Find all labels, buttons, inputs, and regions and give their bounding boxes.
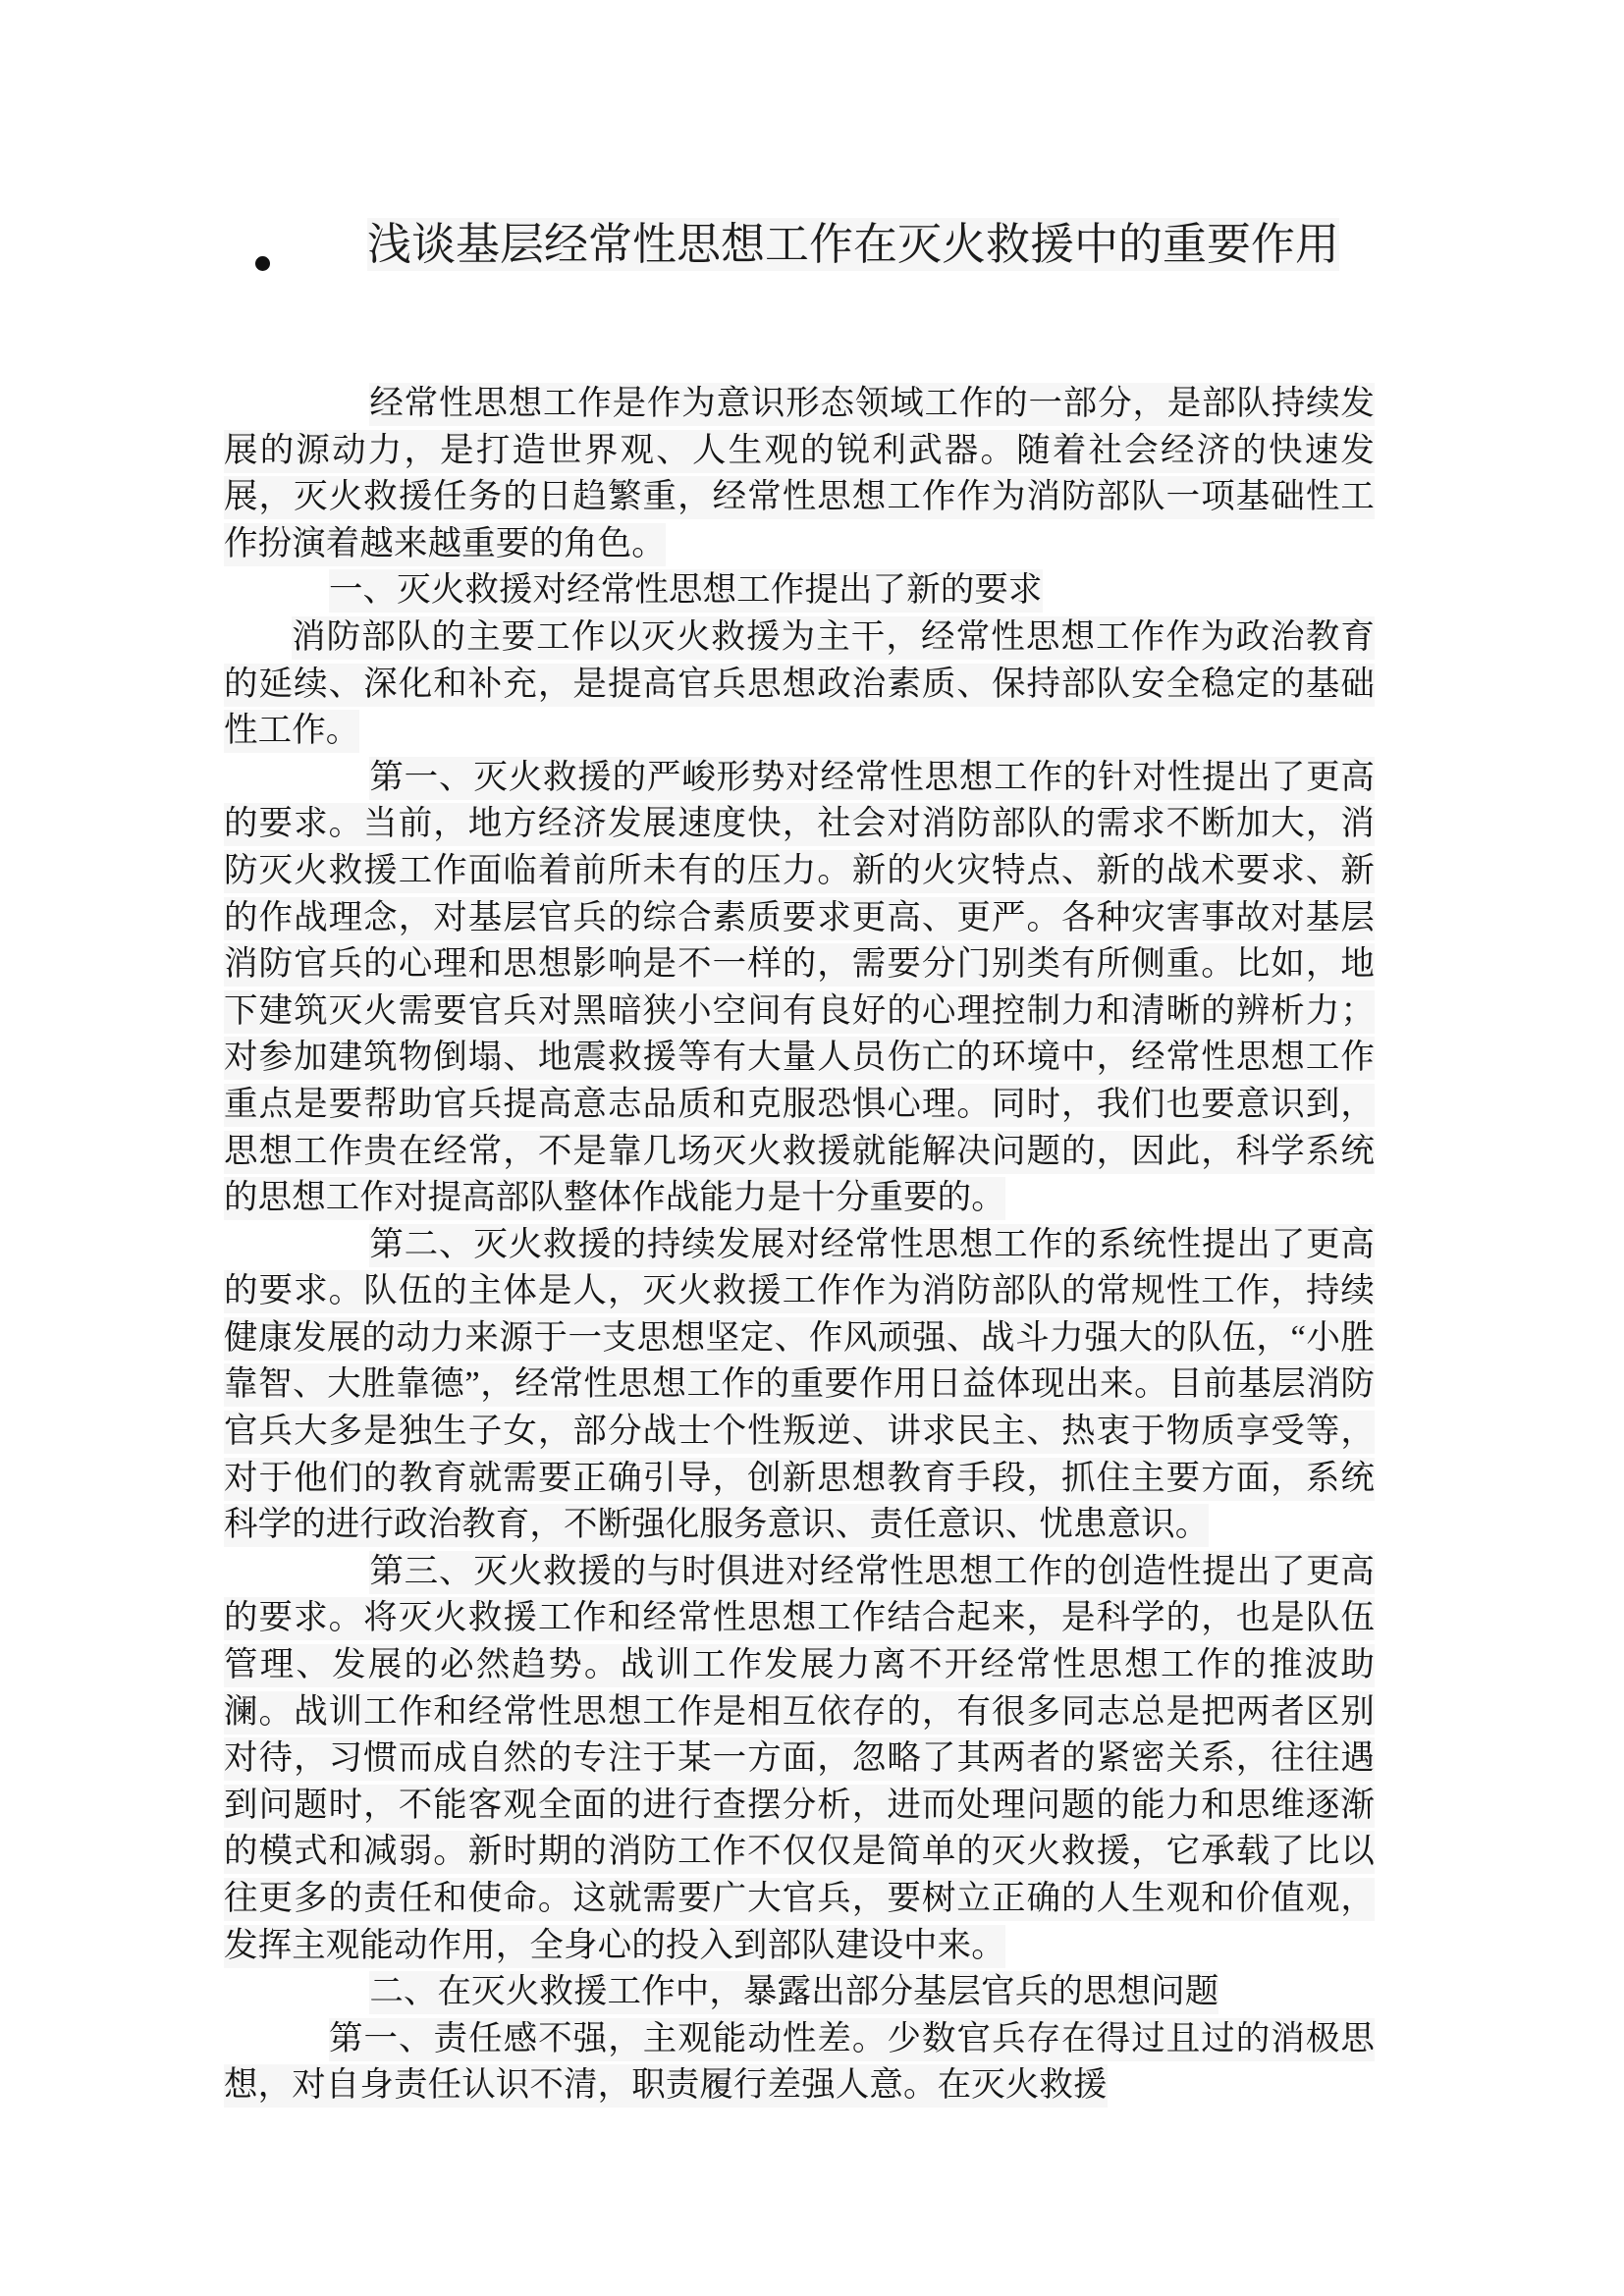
document-title-block [221, 211, 1404, 278]
section-heading [224, 567, 1375, 614]
paragraph-text: 二、在灭火救援工作中，暴露出部分基层官兵的思想问题 [369, 1971, 1218, 2014]
body-paragraph [224, 755, 1375, 1222]
paragraph-text: 经常性思想工作是作为意识形态领域工作的一部分，是部队持续发展的源动力，是打造世界观、人生观的锐利武器。随着社会经济的快速发展，灭火救援任务的日趋繁重，经常性思想工作作为消防部队一项基础性工作扮演着越来越重要的角色。 [224, 383, 1375, 566]
title-bullet-icon [255, 256, 270, 271]
paragraph-text: 一、灭火救援对经常性思想工作提出了新的要求 [329, 569, 1043, 613]
paragraph-text: 第三、灭火救援的与时俱进对经常性思想工作的创造性提出了更高的要求。将灭火救援工作和经常性思想工作结合起来，是科学的，也是队伍管理、发展的必然趋势。战训工作发展力离不开经常性思想工作的推波助澜。战训工作和经常性思想工作是相互依存的，有很多同志总是把两者区别对待，习惯而成自然的专注于某一方面，忽略了其两者的紧密关系，往往遇到问题时，不能客观全面的进行查摆分析，进而处理问题的能力和思维逐渐的模式和减弱。新时期的消防工作不仅仅是简单的灭火救援，它承载了比以往更多的责任和使命。这就需要广大官兵，要树立正确的人生观和价值观，发挥主观能动作用，全身心的投入到部队建设中来。 [224, 1551, 1375, 1968]
body-paragraph [224, 1549, 1375, 1969]
paragraph-text: 消防部队的主要工作以灭火救援为主干，经常性思想工作作为政治教育的延续、深化和补充，是提高官兵思想政治素质、保持部队安全稳定的基础性工作。 [224, 616, 1375, 753]
body-paragraph [224, 614, 1375, 755]
document-body [224, 381, 1375, 2109]
body-paragraph [224, 2016, 1375, 2109]
paragraph-text: 第二、灭火救援的持续发展对经常性思想工作的系统性提出了更高的要求。队伍的主体是人，灭火救援工作作为消防部队的常规性工作，持续健康发展的动力来源于一支思想坚定、作风顽强、战斗力强大的队伍，“小胜靠智、大胜靠德”，经常性思想工作的重要作用日益体现出来。目前基层消防官兵大多是独生子女，部分战士个性叛逆、讲求民主、热衷于物质享受等，对于他们的教育就需要正确引导，创新思想教育手段，抓住主要方面，系统科学的进行政治教育，不断强化服务意识、责任意识、忧患意识。 [224, 1224, 1375, 1548]
paragraph-text: 第一、灭火救援的严峻形势对经常性思想工作的针对性提出了更高的要求。当前，地方经济发展速度快，社会对消防部队的需求不断加大，消防灭火救援工作面临着前所未有的压力。新的火灾特点、新的战术要求、新的作战理念，对基层官兵的综合素质要求更高、更严。各种灾害事故对基层消防官兵的心理和思想影响是不一样的，需要分门别类有所侧重。比如，地下建筑灭火需要官兵对黑暗狭小空间有良好的心理控制力和清晰的辨析力；对参加建筑物倒塌、地震救援等有大量人员伤亡的环境中，经常性思想工作重点是要帮助官兵提高意志品质和克服恐惧心理。同时，我们也要意识到，思想工作贵在经常，不是靠几场灭火救援就能解决问题的，因此，科学系统的思想工作对提高部队整体作战能力是十分重要的。 [224, 757, 1375, 1220]
page-title [221, 211, 1404, 278]
section-heading [224, 1969, 1375, 2016]
paragraph-text: 第一、责任感不强，主观能动性差。少数官兵存在得过且过的消极思想，对自身责任认识不清，职责履行差强人意。在灭火救援 [224, 2018, 1375, 2109]
page-title-text: 浅谈基层经常性思想工作在灭火救援中的重要作用 [366, 219, 1339, 269]
body-paragraph [224, 381, 1375, 567]
body-paragraph [224, 1222, 1375, 1549]
